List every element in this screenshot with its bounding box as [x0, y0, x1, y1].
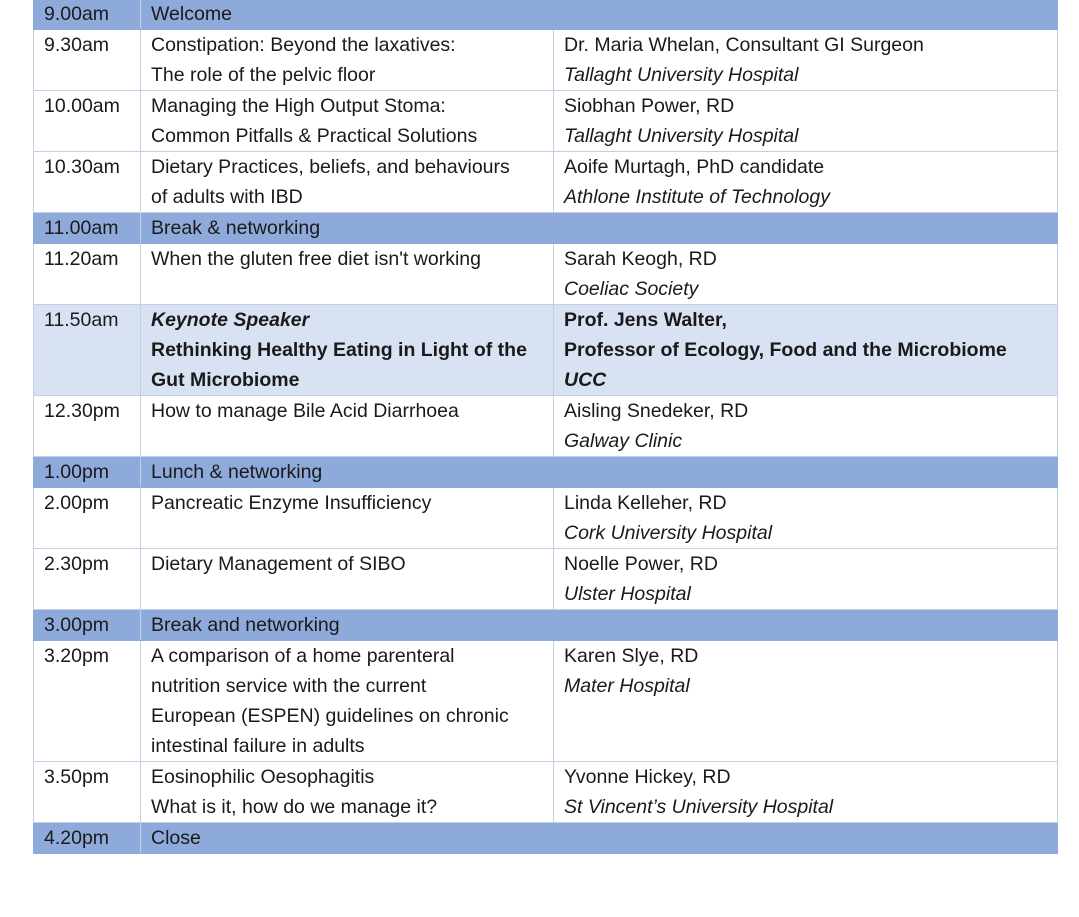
session-title: Welcome	[151, 3, 232, 25]
time-cell	[34, 641, 141, 762]
session-time: 9.30am	[44, 34, 110, 56]
session-title: Break and networking	[151, 614, 340, 636]
session-title-cell	[141, 549, 554, 610]
speaker-name: Aoife Murtagh, PhD candidate	[564, 156, 825, 178]
session-title-cell	[141, 305, 554, 396]
speaker-organisation: Coeliac Society	[564, 278, 699, 300]
session-title-line: nutrition service with the current	[151, 675, 427, 697]
agenda-row-band	[34, 610, 1058, 641]
session-title-cell	[141, 488, 554, 549]
time-cell	[34, 305, 141, 396]
agenda-row-band	[34, 823, 1058, 854]
speaker-cell	[554, 488, 1058, 549]
session-title-cell	[141, 396, 554, 457]
session-time: 10.30am	[44, 156, 120, 178]
speaker-name: Aisling Snedeker, RD	[564, 400, 749, 422]
session-title-cell	[141, 0, 1058, 30]
session-title-cell	[141, 91, 554, 152]
speaker-organisation: Tallaght University Hospital	[564, 64, 799, 86]
speaker-organisation: UCC	[564, 369, 607, 391]
session-title-cell	[141, 213, 1058, 244]
session-time: 3.50pm	[44, 766, 110, 788]
session-time: 12.30pm	[44, 400, 120, 422]
agenda-row-talk	[34, 152, 1058, 213]
time-cell	[34, 152, 141, 213]
time-cell	[34, 30, 141, 91]
agenda-row-band	[34, 0, 1058, 30]
session-title-line: Dietary Management of SIBO	[151, 553, 406, 575]
agenda-row-keynote	[34, 305, 1058, 396]
speaker-organisation: Ulster Hospital	[564, 583, 691, 605]
session-title-line: When the gluten free diet isn't working	[151, 248, 481, 270]
session-title-cell	[141, 152, 554, 213]
agenda-row-talk	[34, 641, 1058, 762]
time-cell	[34, 823, 141, 854]
time-cell	[34, 244, 141, 305]
session-time: 11.20am	[44, 248, 119, 270]
speaker-name: Siobhan Power, RD	[564, 95, 735, 117]
session-title-cell	[141, 457, 1058, 488]
session-title-line: of adults with IBD	[151, 186, 303, 208]
session-title-line: A comparison of a home parenteral	[151, 645, 455, 667]
agenda-row-band	[34, 457, 1058, 488]
session-title-line: Gut Microbiome	[151, 369, 300, 391]
session-time: 3.00pm	[44, 614, 110, 636]
session-title: Lunch & networking	[151, 461, 323, 483]
agenda-row-talk	[34, 762, 1058, 823]
speaker-cell	[554, 152, 1058, 213]
session-title-cell	[141, 30, 554, 91]
agenda-row-band	[34, 213, 1058, 244]
session-time: 2.30pm	[44, 553, 110, 575]
speaker-name: Dr. Maria Whelan, Consultant GI Surgeon	[564, 34, 924, 56]
session-time: 11.50am	[44, 309, 119, 331]
speaker-name: Sarah Keogh, RD	[564, 248, 717, 270]
agenda-row-talk	[34, 244, 1058, 305]
speaker-name: Noelle Power, RD	[564, 553, 718, 575]
speaker-cell	[554, 30, 1058, 91]
agenda-row-talk	[34, 488, 1058, 549]
agenda-table	[33, 0, 1058, 854]
agenda-row-talk	[34, 549, 1058, 610]
keynote-label: Keynote Speaker	[151, 309, 310, 331]
session-title-line: intestinal failure in adults	[151, 735, 365, 757]
speaker-organisation: Galway Clinic	[564, 430, 683, 452]
speaker-role: Professor of Ecology, Food and the Microbiome	[564, 339, 1007, 361]
time-cell	[34, 91, 141, 152]
time-cell	[34, 488, 141, 549]
session-time: 3.20pm	[44, 645, 110, 667]
time-cell	[34, 762, 141, 823]
speaker-cell	[554, 305, 1058, 396]
speaker-cell	[554, 762, 1058, 823]
time-cell	[34, 0, 141, 30]
speaker-cell	[554, 244, 1058, 305]
session-time: 9.00am	[44, 3, 110, 25]
session-title-cell	[141, 823, 1058, 854]
session-title-line: Dietary Practices, beliefs, and behaviours	[151, 156, 510, 178]
session-title-cell	[141, 244, 554, 305]
session-title-cell	[141, 641, 554, 762]
time-cell	[34, 457, 141, 488]
session-title-line: Rethinking Healthy Eating in Light of the	[151, 339, 527, 361]
session-title-line: Eosinophilic Oesophagitis	[151, 766, 375, 788]
session-title-line: Constipation: Beyond the laxatives:	[151, 34, 456, 56]
session-title-line: How to manage Bile Acid Diarrhoea	[151, 400, 459, 422]
session-time: 11.00am	[44, 217, 119, 239]
time-cell	[34, 396, 141, 457]
speaker-cell	[554, 396, 1058, 457]
speaker-organisation: Cork University Hospital	[564, 522, 773, 544]
speaker-name: Karen Slye, RD	[564, 645, 699, 667]
time-cell	[34, 549, 141, 610]
agenda-row-talk	[34, 396, 1058, 457]
agenda-row-talk	[34, 30, 1058, 91]
speaker-name: Prof. Jens Walter,	[564, 309, 727, 331]
speaker-cell	[554, 641, 1058, 762]
speaker-organisation: Athlone Institute of Technology	[564, 186, 830, 208]
session-title: Break & networking	[151, 217, 321, 239]
session-title-line: What is it, how do we manage it?	[151, 796, 438, 818]
session-title: Close	[151, 827, 201, 849]
agenda-body	[34, 0, 1058, 854]
speaker-name: Yvonne Hickey, RD	[564, 766, 731, 788]
session-time: 1.00pm	[44, 461, 110, 483]
session-title-line: European (ESPEN) guidelines on chronic	[151, 705, 509, 727]
session-title-cell	[141, 762, 554, 823]
speaker-organisation: St Vincent’s University Hospital	[564, 796, 834, 818]
session-time: 4.20pm	[44, 827, 110, 849]
speaker-cell	[554, 549, 1058, 610]
session-title-cell	[141, 610, 1058, 641]
session-title-line: Common Pitfalls & Practical Solutions	[151, 125, 478, 147]
speaker-organisation: Tallaght University Hospital	[564, 125, 799, 147]
time-cell	[34, 213, 141, 244]
session-title-line: Pancreatic Enzyme Insufficiency	[151, 492, 432, 514]
time-cell	[34, 610, 141, 641]
speaker-cell	[554, 91, 1058, 152]
session-title-line: Managing the High Output Stoma:	[151, 95, 446, 117]
agenda-row-talk	[34, 91, 1058, 152]
session-time: 2.00pm	[44, 492, 110, 514]
speaker-name: Linda Kelleher, RD	[564, 492, 727, 514]
session-time: 10.00am	[44, 95, 120, 117]
speaker-organisation: Mater Hospital	[564, 675, 690, 697]
session-title-line: The role of the pelvic floor	[151, 64, 376, 86]
